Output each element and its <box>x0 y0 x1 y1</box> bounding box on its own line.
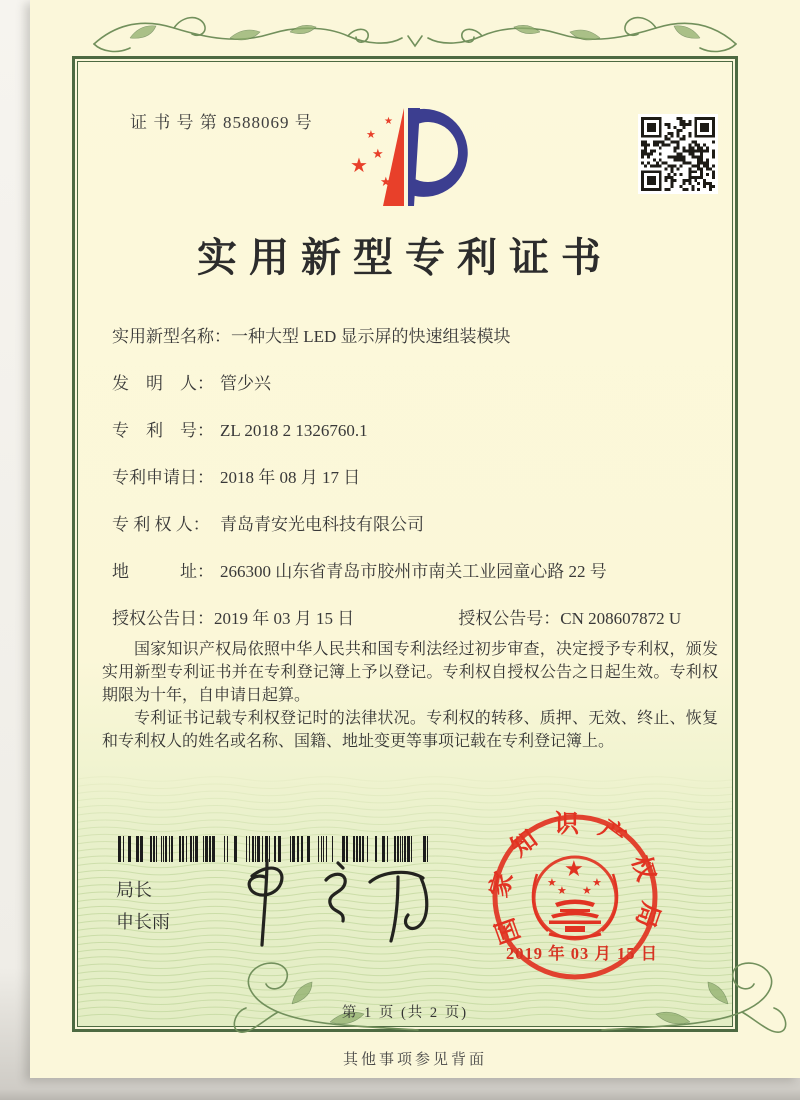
field-value: 266300 山东省青岛市胶州市南关工业园童心路 22 号 <box>220 562 607 581</box>
seal-emblem <box>533 856 617 939</box>
seal-star-icon: ★ <box>592 877 602 889</box>
field-label: 专利申请日： <box>112 468 214 487</box>
grant-number-label: 授权公告号： <box>458 609 561 628</box>
field-value: 管少兴 <box>220 374 271 393</box>
body-paragraph-1: 国家知识产权局依照中华人民共和国专利法经过初步审查，决定授予专利权，颁发实用新型专利证书并在专利登记簿上予以登记。专利权自授权公告之日起生效。专利权期限为十年，自申请日起算。 <box>102 641 718 704</box>
signer-title: 局长 <box>116 880 152 900</box>
signer-name: 申长雨 <box>116 912 170 932</box>
certificate-number: 证 书 号 第 8588069 号 <box>130 113 313 132</box>
page-number: 第 1 页 (共 2 页) <box>341 1005 469 1021</box>
certificate-paper <box>30 0 800 1078</box>
field-row <box>112 369 702 416</box>
signature-handwriting <box>222 852 457 952</box>
logo-star-icon: ★ <box>372 146 384 161</box>
logo-star-icon: ★ <box>380 174 392 189</box>
field-label: 专 利 号： <box>112 421 214 440</box>
seal-star-icon: ★ <box>557 885 567 897</box>
field-label: 发 明 人： <box>112 374 214 393</box>
grant-date <box>112 604 454 629</box>
logo-star-icon: ★ <box>350 155 368 177</box>
qr-code <box>638 114 718 194</box>
field-value: 一种大型 LED 显示屏的快速组装模块 <box>231 327 511 346</box>
grant-date-label: 授权公告日： <box>112 609 214 628</box>
seal-ring-text: 国家知识产权局 <box>485 810 665 948</box>
certificate-title: 实用新型专利证书 <box>197 235 613 280</box>
fields-block <box>112 322 702 651</box>
field-row <box>112 510 702 557</box>
logo-star-icon: ★ <box>366 129 376 141</box>
top-garland-ornament <box>90 4 740 60</box>
seal-date: 2019 年 03 月 15 日 <box>505 944 659 963</box>
seal-star-icon: ★ <box>564 856 584 881</box>
cnipa-logo <box>342 94 474 220</box>
grant-number <box>458 609 681 628</box>
seal-star-icon: ★ <box>582 885 592 897</box>
back-note: 其他事项参见背面 <box>342 1052 487 1068</box>
field-row <box>112 557 702 604</box>
logo-star-icon: ★ <box>384 116 393 127</box>
body-text <box>102 638 718 753</box>
grant-date-value: 2019 年 03 月 15 日 <box>214 609 355 628</box>
field-row <box>112 416 702 463</box>
seal-star-icon: ★ <box>547 877 557 889</box>
corner-flourish-left <box>180 944 420 1036</box>
field-label: 地 址： <box>112 562 214 581</box>
field-value: 青岛青安光电科技有限公司 <box>220 515 424 534</box>
field-label: 专 利 权 人： <box>112 515 210 534</box>
body-paragraph-2: 专利证书记载专利权登记时的法律状况。专利权的转移、质押、无效、终止、恢复和专利权人的姓名或名称、国籍、地址变更等事项记载在专利登记簿上。 <box>102 710 718 750</box>
field-label: 实用新型名称： <box>112 327 231 346</box>
field-value: ZL 2018 2 1326760.1 <box>220 421 368 440</box>
field-value: 2018 年 08 月 17 日 <box>220 468 361 487</box>
grant-number-value: CN 208607872 U <box>560 609 682 628</box>
field-row <box>112 463 702 510</box>
field-row <box>112 322 702 369</box>
